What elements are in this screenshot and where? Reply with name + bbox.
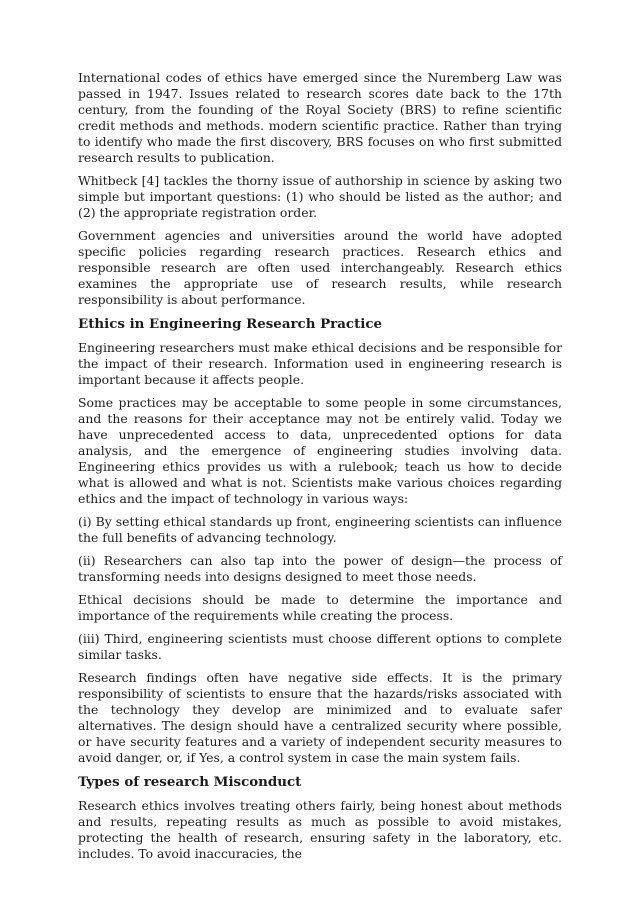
paragraph: International codes of ethics have emerged since the Nuremberg Law was passed in 1947. Issues related to research scores date back to the 17th century, from the founding of the Royal Society (BRS) to refine scientific credit methods and methods. modern scientific practice. Rather than trying to identify who made the first discovery, BRS focuses on who first submitted research results to publication.: [78, 70, 562, 165]
paragraph: Research ethics involves treating others fairly, being honest about methods and results, repeating results as much as possible to avoid mistakes, protecting the health of research, ensuring safety in the laboratory, etc. includes. To avoid inaccuracies, the: [78, 798, 562, 861]
paragraph: Engineering researchers must make ethical decisions and be responsible for the impact of their research. Information used in engineering research is important because it affects people.: [78, 340, 562, 387]
paragraph: Research findings often have negative side effects. It is the primary responsibility of scientists to ensure that the hazards/risks associated with the technology they develop are minimized and to evaluate safer alternatives. The design should have a centralized security where possible, or have security features and a variety of independent security measures to avoid danger, or, if Yes, a control system in case the main system fails.: [78, 670, 562, 765]
document-page: [78, 70, 562, 869]
paragraph: Government agencies and universities around the world have adopted specific policies regarding research practices. Research ethics and responsible research are often used interchangeably. Research ethics examines the appropriate use of research results, while research responsibility is about performance.: [78, 228, 562, 307]
paragraph: Whitbeck [4] tackles the thorny issue of authorship in science by asking two simple but important questions: (1) who should be listed as the author; and (2) the appropriate registration order.: [78, 173, 562, 220]
paragraph: Ethical decisions should be made to determine the importance and importance of the requirements while creating the process.: [78, 592, 562, 623]
section-heading: Types of research Misconduct: [78, 774, 302, 790]
list-item-ii: (ii) Researchers can also tap into the power of design—the process of transforming needs into designs designed to meet those needs.: [78, 553, 562, 584]
list-item-i: (i) By setting ethical standards up front, engineering scientists can influence the full benefits of advancing technology.: [78, 514, 562, 545]
paragraph: Some practices may be acceptable to some people in some circumstances, and the reasons for their acceptance may not be entirely valid. Today we have unprecedented access to data, unprecedented options for data analysis, and the emergence of engineering studies involving data. Engineering ethics provides us with a rulebook; teach us how to decide what is allowed and what is not. Scientists make various choices regarding ethics and the impact of technology in various ways:: [78, 395, 562, 506]
section-heading: Ethics in Engineering Research Practice: [78, 316, 383, 332]
list-item-iii: (iii) Third, engineering scientists must choose different options to complete similar tasks.: [78, 631, 562, 662]
